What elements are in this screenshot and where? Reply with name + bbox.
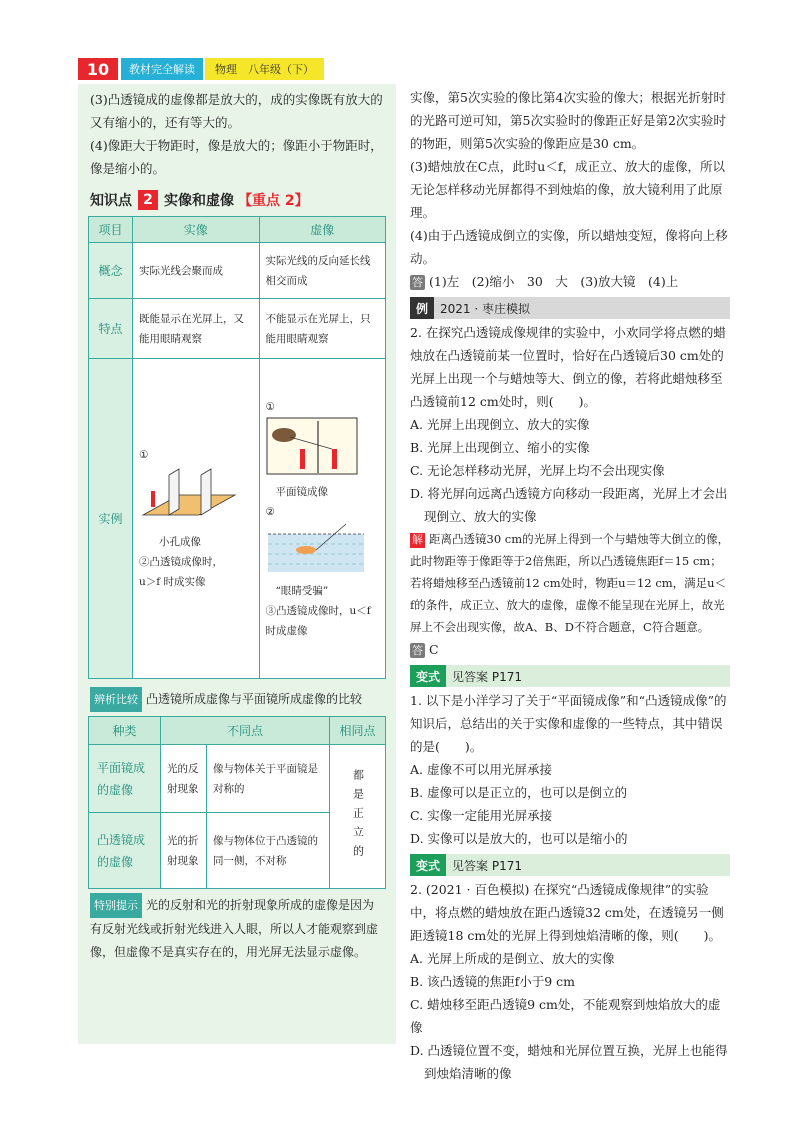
continued-text: 实像，第5次实验的像比第4次实验的像大；根据光折射时的光路可逆可知，第5次实验时的像距正好是第2次实验时的物距，则第5次实验的像距应是30 cm。 (410, 90, 726, 151)
cell-cause: 光的反射现象 (161, 745, 207, 813)
variant-2-question: 2. (2021 · 百色模拟) 在探究“凸透镜成像规律”的实验中，将点燃的蜡烛放在距凸透镜32 cm处，在透镜另一侧距透镜18 cm处的光屏上得到烛焰清晰的像，则( )。 (410, 882, 724, 943)
option-b: B. 虚像可以是正立的，也可以是倒立的 (410, 785, 628, 800)
answer-text: C (429, 642, 439, 657)
kp-number: 2 (138, 190, 158, 210)
row-label: 特点 (89, 299, 133, 359)
solution-text: 距离凸透镜30 cm的光屏上得到一个与蜡烛等大倒立的像，此时物距等于像距等于2倍焦距，所以凸透镜焦距f＝15 cm；若将蜡烛移至凸透镜前12 cm处时，物距u＝12 cm，满足u＜f的条件，成正立、放大的虚像，虚像不能呈现在光屏上，故光屏上不会出现实像，故A、B、D不符合题意，C符合题意。 (410, 532, 730, 634)
tip-tag: 特别提示 (90, 893, 142, 918)
option-c: C. 实像一定能用光屏承接 (410, 808, 553, 823)
table-row (89, 359, 386, 679)
option-c: C. 无论怎样移动光屏，光屏上均不会出现实像 (410, 463, 665, 478)
example-number: ① (265, 400, 275, 413)
example-bar (410, 297, 730, 319)
answer-line-2 (410, 638, 730, 661)
point-4: (4)像距大于物距时，像是放大的；像距小于物距时，像是缩小的。 (90, 138, 383, 176)
subject-grade: 物理 八年级（下） (205, 58, 324, 80)
table-row (89, 745, 386, 813)
caption-eye-fooled: “眼睛受骗” (275, 584, 329, 597)
book-title: 教材完全解读 (121, 58, 203, 80)
example-condition: u＞f 时成实像 (139, 576, 206, 588)
comparison-line (90, 687, 384, 712)
variant-bar (410, 854, 730, 876)
option-b: B. 光屏上出现倒立、缩小的实像 (410, 440, 590, 455)
answer-mark: 答 (412, 644, 423, 657)
water-refraction-figure (266, 522, 366, 574)
pinhole-figure (139, 465, 239, 525)
th-item: 项目 (89, 217, 133, 243)
cell-real: 既能显示在光屏上，又能用眼睛观察 (133, 299, 260, 359)
cell-real: 实际光线会聚而成 (133, 243, 260, 299)
comparison-tag: 辨析比较 (90, 687, 142, 712)
real-virtual-table (88, 216, 386, 679)
table-row (89, 299, 386, 359)
row-label: 凸透镜成的虚像 (89, 813, 161, 889)
option-d: D. 将光屏向远离凸透镜方向移动一段距离，光屏上才会出现倒立、放大的实像 (410, 486, 728, 524)
table-header-row (89, 217, 386, 243)
example-convex-virtual: ③凸透镜成像时，u＜f 时成虚像 (265, 604, 371, 637)
example-source: 2021 · 枣庄模拟 (440, 301, 530, 316)
cell-desc: 像与物体关于平面镜是对称的 (207, 745, 330, 813)
cell-cause: 光的折射现象 (161, 813, 207, 889)
option-a: A. 光屏上所成的是倒立、放大的实像 (410, 951, 615, 966)
cell-virtual-examples (259, 359, 386, 679)
page-number: 10 (78, 58, 118, 80)
plane-mirror-figure (266, 417, 358, 475)
variant-ref: 见答案 P171 (452, 669, 522, 684)
variant-tag: 变式 (410, 854, 446, 876)
answer-text: (1)左 (2)缩小 30 大 (3)放大镜 (4)上 (429, 274, 679, 289)
example-convex-real: ②凸透镜成像时， (139, 556, 223, 568)
knowledge-point-heading (90, 190, 384, 210)
row-label: 平面镜成的虚像 (89, 745, 161, 813)
tip-text: 光的反射和光的折射现象所成的虚像是因为有反射光线或折射光线进入人眼，所以人才能观察到虚像，但虚像不是真实存在的，用光屏无法显示虚像。 (90, 898, 379, 959)
caption-plane-mirror: 平面镜成像 (275, 485, 328, 498)
answer-part-4: (4)由于凸透镜成倒立的实像，所以蜡烛变短，像将向上移动。 (410, 228, 728, 266)
th-virtual: 虚像 (259, 217, 386, 243)
answer-part-3: (3)蜡烛放在C点，此时u＜f，成正立、放大的虚像，所以无论怎样移动光屏都得不到烛焰的像，放大镜利用了此原理。 (410, 159, 725, 220)
kp-label: 知识点 (90, 193, 132, 209)
th-type: 种类 (89, 717, 161, 745)
option-d: D. 实像可以是放大的，也可以是缩小的 (410, 831, 628, 846)
cell-virtual: 不能显示在光屏上，只能用眼睛观察 (259, 299, 386, 359)
option-c: C. 蜡烛移至距凸透镜9 cm处，不能观察到烛焰放大的虚像 (410, 997, 721, 1035)
row-label: 概念 (89, 243, 133, 299)
variant-ref: 见答案 P171 (452, 858, 522, 873)
page-header (78, 58, 324, 80)
option-d: D. 凸透镜位置不变，蜡烛和光屏位置互换，光屏上也能得到烛焰清晰的像 (410, 1043, 728, 1081)
comparison-table (88, 716, 386, 889)
same-text: 都是正立的 (351, 769, 365, 864)
cell-virtual: 实际光线的反向延长线相交而成 (259, 243, 386, 299)
variant-tag: 变式 (410, 665, 446, 687)
cell-real-examples (133, 359, 260, 679)
cell-same (330, 745, 386, 889)
table-row (89, 243, 386, 299)
right-column (410, 86, 730, 1085)
example-number: ① (139, 449, 149, 461)
option-b: B. 该凸透镜的焦距f小于9 cm (410, 974, 576, 989)
example-number: ② (265, 505, 275, 518)
solution-mark: 解 (412, 533, 423, 546)
variant-1-question: 1. 以下是小洋学习了关于“平面镜成像”和“凸透镜成像”的知识后，总结出的关于实像和虚像的一些特点，其中错误的是( )。 (410, 693, 727, 754)
cell-desc: 像与物体位于凸透镜的同一侧，不对称 (207, 813, 330, 889)
point-3: (3)凸透镜成的虚像都是放大的，成的实像既有放大的又有缩小的，还有等大的。 (90, 92, 383, 130)
kp-key-tag: 【重点 2】 (238, 193, 309, 209)
kp-title: 实像和虚像 (164, 193, 234, 209)
variant-bar (410, 665, 730, 687)
caption-pinhole: 小孔成像 (159, 536, 201, 548)
row-label: 实例 (89, 359, 133, 679)
option-a: A. 虚像不可以用光屏承接 (410, 762, 552, 777)
th-real: 实像 (133, 217, 260, 243)
answer-line-1 (410, 270, 730, 293)
table-header-row (89, 717, 386, 745)
example-question: 2. 在探究凸透镜成像规律的实验中，小欢同学将点燃的蜡烛放在凸透镜前某一位置时，恰好在凸透镜后30 cm处的光屏上出现一个与蜡烛等大、倒立的像，若将此蜡烛移至凸透镜前12 cm处时，则( )。 (410, 325, 726, 409)
option-a: A. 光屏上出现倒立、放大的实像 (410, 417, 590, 432)
left-column (78, 84, 396, 1044)
answer-mark: 答 (412, 276, 423, 289)
special-tip (90, 893, 384, 964)
example-tag: 例 (410, 297, 434, 319)
th-similarity: 相同点 (330, 717, 386, 745)
th-differences: 不同点 (161, 717, 330, 745)
comparison-text: 凸透镜所成虚像与平面镜所成虚像的比较 (146, 692, 363, 706)
solution (410, 528, 730, 638)
